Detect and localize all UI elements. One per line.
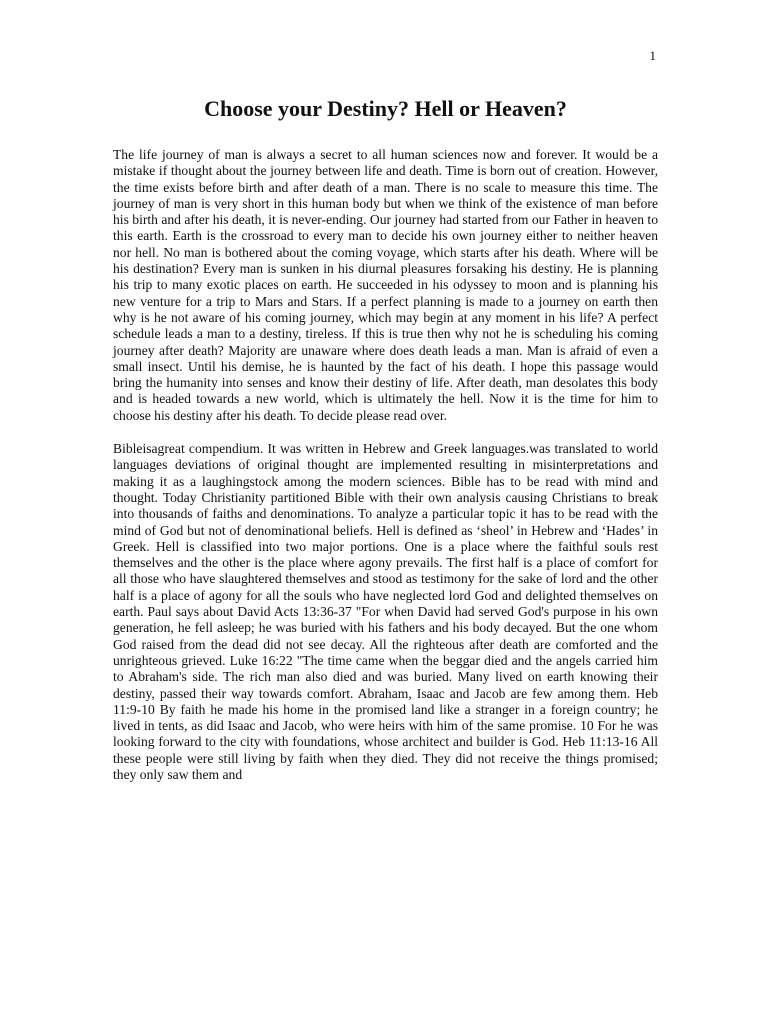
paragraph-bible: Bibleisagreat compendium. It was written in Hebrew and Greek languages.was translated to world languages deviations of original thought are implemented resulting in misinterpretations and making it as a laughingstock among the modern sciences. Bible has to be read with mind and thought. Today Christianity partitioned Bible with their own analysis causing Christians to break into thousands of faiths and denominations. To analyze a particular topic it has to be read with the mind of God but not of denominational beliefs. Hell is defined as ‘sheol’ in Hebrew and ‘Hades’ in Greek. Hell is classified into two major portions. One is a place where the faithful souls rest themselves and the other is the place where agony prevails. The first half is a place of comfort for all those who have slaughtered themselves and stood as testimony for the sake of lord and the other half is a place of agony for all the souls who have neglected lord God and delighted themselves on earth. Paul says about David Acts 13:36-37 "For when David had served God's purpose in his own generation, he fell asleep; he was buried with his fathers and his body decayed. But the one whom God raised from the dead did not see decay. All the righteous after death are comforted and the unrighteous grieved. Luke 16:22 "The time came when the beggar died and the angels carried him to Abraham's side. The rich man also died and was buried. Many lived on earth knowing their destiny, passed their way towards comfort. Abraham, Isaac and Jacob are few among them. Heb 11:9-10 By faith he made his home in the promised land like a stranger in a foreign country; he lived in tents, as did Isaac and Jacob, who were heirs with him of the same promise. 10 For he was looking forward to the city with foundations, whose architect and builder is God. Heb 11:13-16 All these people were still living by faith when they died. They did not receive the things promised; they only saw them and xyxy=(113,441,658,782)
paragraph-intro: The life journey of man is always a secret to all human sciences now and forever. It would be a mistake if thought about the journey between life and death. Time is born out of creation. However, the time exists before birth and after death of a man. There is no scale to measure this time. The journey of man is very short in this human body but when we think of the existence of man before his birth and after his death, it is never-ending. Our journey had started from our Father in heaven to this earth. Earth is the crossroad to every man to decide his own journey either to neither heaven nor hell. No man is bothered about the coming voyage, which starts after his death. Where will be his destination? Every man is sunken in his diurnal pleasures forsaking his destiny. He is planning his trip to many exotic places on earth. He succeeded in his odyssey to moon and is planning his new venture for a trip to Mars and Stars. If a perfect planning is made to a journey on earth then why is he not aware of his coming journey, which may begin at any moment in his life? A perfect schedule leads a man to a destiny, tireless. If this is true then why not he is scheduling his coming journey after death? Majority are unaware where does death leads a man. Man is afraid of even a small insect. Until his demise, he is haunted by the fact of his death. I hope this passage would bring the humanity into senses and know their destiny of life. After death, man desolates this body and is headed towards a new world, which is ultimately the hell. Now it is the time for him to choose his destiny after his death. To decide please read over. xyxy=(113,147,658,423)
document-title: Choose your Destiny? Hell or Heaven? xyxy=(204,96,567,121)
page-number: 1 xyxy=(649,48,656,63)
document-body xyxy=(113,147,658,783)
